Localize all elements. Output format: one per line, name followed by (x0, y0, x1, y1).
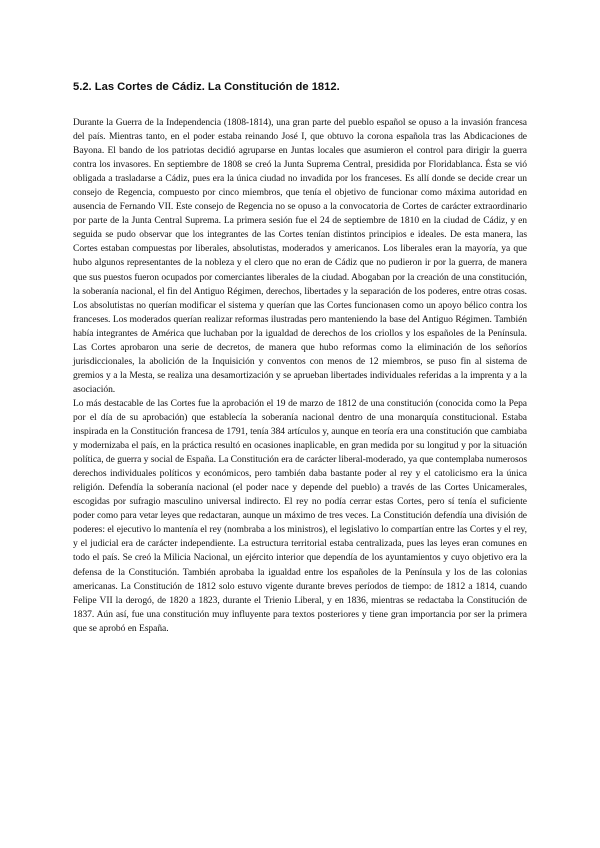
document-page (73, 80, 527, 636)
section-heading: 5.2. Las Cortes de Cádiz. La Constitución de 1812. (73, 81, 340, 93)
body-paragraph-1: Durante la Guerra de la Independencia (1808-1814), una gran parte del pueblo español se opuso a la invasión francesa del país. Mientras tanto, en el poder estaba reinando José I, que obtuvo la corona española tras las Abdicaciones de Bayona. El bando de los patriotas decidió agruparse en Juntas locales que asumieron el control para dirigir la guerra contra los invasores. En septiembre de 1808 se creó la Junta Suprema Central, presidida por Floridablanca. Ésta se vió obligada a trasladarse a Cádiz, pues era la única ciudad no invadida por los franceses. Es allí donde se decide crear un consejo de Regencia, compuesto por cinco miembros, que tenía el objetivo de funcionar como máxima autoridad en ausencia de Fernando VII. Este consejo de Regencia no se opuso a la convocatoria de Cortes de carácter extraordinario por parte de la Junta Central Suprema. La primera sesión fue el 24 de septiembre de 1810 en la ciudad de Cádiz, y en seguida se pudo observar que los integrantes de las Cortes tenían distintos principios e ideales. De esta manera, las Cortes estaban compuestas por liberales, absolutistas, moderados y americanos. Los liberales eran la mayoría, ya que hubo algunos representantes de la nobleza y el clero que no eran de Cádiz que no pudieron ir por la guerra, de manera que sus puestos fueron ocupados por comerciantes liberales de la ciudad. Abogaban por la creación de una constitución, la soberanía nacional, el fin del Antiguo Régimen, derechos, libertades y la separación de los poderes, entre otras cosas. Los absolutistas no querían modificar el sistema y querían que las Cortes funcionasen como un apoyo bélico contra los franceses. Los moderados querían realizar reformas ilustradas pero manteniendo la base del Antiguo Régimen. También había integrantes de América que luchaban por la igualdad de derechos de los criollos y los españoles de la Península. Las Cortes aprobaron una serie de decretos, de manera que hubo reformas como la eliminación de los señoríos jurisdiccionales, la abolición de la Inquisición y conventos con menos de 12 miembros, se puso fin al sistema de gremios y a la Mesta, se realiza una desamortización y se aprueban libertades individuales referidas a la imprenta y a la asociación. (73, 117, 527, 395)
body-paragraph-2: Lo más destacable de las Cortes fue la aprobación el 19 de marzo de 1812 de una constitución (conocida como la Pepa por el día de su aprobación) que establecía la soberanía nacional dentro de una monarquía constitucional. Estaba inspirada en la Constitución francesa de 1791, tenía 384 artículos y, aunque en teoría era una constitución que cambiaba y modernizaba el país, en la práctica resultó en ocasiones inaplicable, en gran medida por su longitud y por la situación política, de guerra y social de España. La Constitución era de carácter liberal-moderado, ya que contemplaba numerosos derechos individuales políticos y económicos, pero también daba bastante poder al rey y el catolicismo era la única religión. Defendía la soberanía nacional (el poder nace y depende del pueblo) a través de las Cortes Unicamerales, escogidas por sufragio masculino universal indirecto. El rey no podía cerrar estas Cortes, pero sí tenía el suficiente poder como para vetar leyes que redactaran, aunque un máximo de tres veces. La Constitución defendía una división de poderes: el ejecutivo lo mantenía el rey (nombraba a los ministros), el legislativo lo compartían entre las Cortes y el rey, y el judicial era de carácter independiente. La estructura territorial estaba centralizada, pues las leyes eran comunes en todo el país. Se creó la Milicia Nacional, un ejército interior que dependía de los ayuntamientos y cuyo objetivo era la defensa de la Constitución. También aprobaba la igualdad entre los españoles de la Península y los de las colonias americanas. La Constitución de 1812 solo estuvo vigente durante breves períodos de tiempo: de 1812 a 1814, cuando Felipe VII la derogó, de 1820 a 1823, durante el Trienio Liberal, y en 1836, mientras se redactaba la Constitución de 1837. Aún así, fue una constitución muy influyente para textos posteriores y tiene gran importancia por ser la primera que se aprobó en España. (73, 397, 527, 634)
